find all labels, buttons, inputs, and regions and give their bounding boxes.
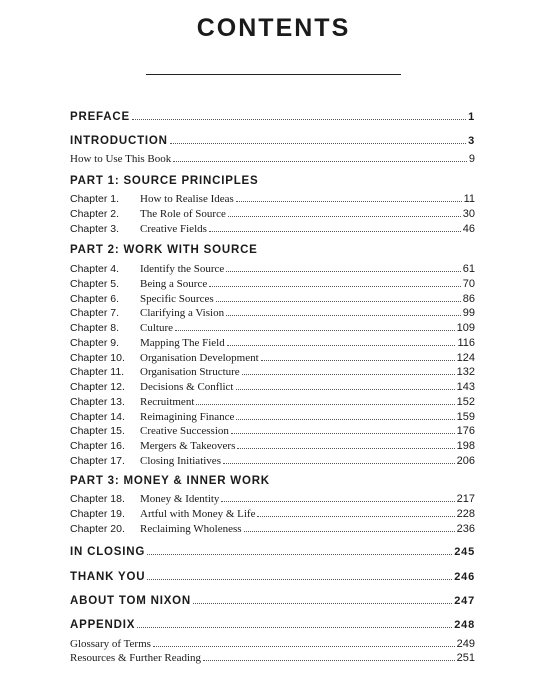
page-number: 249 (456, 638, 475, 650)
dot-leader (147, 570, 452, 580)
chapter-number: Chapter 4. (70, 263, 120, 275)
entry-title: How to Realise Ideas (140, 193, 234, 205)
chapter-number: Chapter 17. (70, 454, 125, 467)
entry-title: THANK YOU (70, 571, 146, 583)
toc-entry-preface (70, 110, 475, 124)
entry-title: Creative Fields (140, 222, 207, 235)
entry-title: Closing Initiatives (140, 454, 221, 467)
toc-entry-appendix (70, 618, 475, 632)
page-number: 61 (462, 263, 475, 275)
page-number: 1 (468, 111, 475, 123)
part-3-heading (70, 474, 475, 488)
toc-entry-thank-you (70, 570, 475, 584)
dot-leader (231, 424, 455, 434)
part-heading-text: PART 3: MONEY & INNER WORK (70, 475, 270, 487)
toc-chapter-10 (70, 351, 475, 365)
entry-title: Clarifying a Vision (140, 307, 225, 320)
dot-leader (203, 651, 455, 661)
dot-leader (236, 192, 462, 202)
toc-chapter-18 (70, 492, 475, 506)
toc-entry-introduction (70, 134, 475, 148)
entry-title: ABOUT TOM NIXON (70, 595, 192, 607)
toc-chapter-16 (70, 439, 475, 453)
page-number: 245 (454, 546, 475, 558)
page-number: 206 (456, 454, 475, 467)
page-number: 247 (454, 595, 475, 607)
page-number: 124 (456, 351, 475, 364)
dot-leader (173, 152, 467, 162)
toc-chapter-5 (70, 277, 475, 291)
page-number: 236 (456, 522, 475, 535)
chapter-number: Chapter 16. (70, 440, 125, 452)
page-number: 198 (456, 440, 475, 452)
part-1-heading (70, 174, 475, 188)
entry-title: How to Use This Book (70, 153, 172, 165)
chapter-number: Chapter 14. (70, 410, 125, 423)
toc-chapter-12 (70, 380, 475, 394)
toc-chapter-9 (70, 336, 475, 350)
chapter-number: Chapter 1. (70, 193, 120, 205)
entry-title: Organisation Structure (140, 366, 240, 379)
chapter-number: Chapter 12. (70, 381, 125, 393)
chapter-number: Chapter 13. (70, 395, 125, 408)
dot-leader (209, 277, 461, 287)
page-number: 159 (456, 410, 475, 423)
entry-title: Organisation Development (140, 351, 259, 364)
chapter-number: Chapter 20. (70, 522, 125, 535)
toc-entry-glossary-of-terms (70, 637, 475, 651)
dot-leader (226, 262, 460, 272)
toc-chapter-17 (70, 454, 475, 468)
toc-entry-how-to-use-this-book (70, 152, 475, 166)
dot-leader (236, 410, 454, 420)
entry-title: Resources & Further Reading (70, 652, 202, 664)
dot-leader (221, 492, 454, 502)
dot-leader (147, 545, 452, 555)
dot-leader (209, 222, 461, 232)
page-number: 248 (454, 619, 475, 631)
dot-leader (223, 454, 455, 464)
entry-title: Mapping The Field (140, 336, 225, 349)
chapter-number: Chapter 11. (70, 366, 125, 379)
entry-title: Culture (140, 322, 173, 334)
toc-chapter-8 (70, 321, 475, 335)
dot-leader (196, 395, 454, 405)
dot-leader (132, 110, 466, 120)
dot-leader (153, 637, 455, 647)
page-number: 143 (456, 381, 475, 393)
page-title: CONTENTS (196, 14, 351, 42)
chapter-number: Chapter 7. (70, 307, 120, 320)
dot-leader (261, 351, 455, 361)
entry-title: Creative Succession (140, 425, 229, 438)
chapter-number: Chapter 10. (70, 351, 125, 364)
page-number: 3 (468, 135, 475, 147)
toc-chapter-4 (70, 262, 475, 276)
dot-leader (137, 618, 452, 628)
page-number: 251 (456, 652, 475, 664)
page-number: 30 (462, 207, 475, 220)
toc-chapter-19 (70, 507, 475, 521)
dot-leader (170, 134, 466, 144)
chapter-number: Chapter 18. (70, 493, 125, 505)
toc-chapter-14 (70, 410, 475, 424)
dot-leader (175, 321, 455, 331)
entry-title: Reimagining Finance (140, 410, 235, 423)
toc-entry-resources-further-reading (70, 651, 475, 665)
chapter-number: Chapter 2. (70, 207, 120, 220)
entry-title: Identify the Source (140, 263, 225, 275)
chapter-number: Chapter 5. (70, 277, 120, 290)
page-number: 9 (468, 153, 475, 165)
chapter-number: Chapter 19. (70, 507, 125, 520)
entry-title: Glossary of Terms (70, 638, 151, 650)
page-number: 228 (456, 507, 475, 520)
chapter-number: Chapter 15. (70, 425, 125, 438)
page-number: 217 (456, 493, 475, 505)
toc-chapter-20 (70, 522, 475, 536)
toc-chapter-7 (70, 306, 475, 320)
page-number: 116 (457, 336, 475, 349)
page-number: 246 (454, 571, 475, 583)
dot-leader (257, 507, 454, 517)
chapter-number: Chapter 3. (70, 222, 120, 235)
toc-chapter-6 (70, 292, 475, 306)
entry-title: The Role of Source (140, 207, 226, 220)
page-number: 132 (456, 366, 475, 379)
entry-title: Being a Source (140, 277, 208, 290)
dot-leader (236, 380, 455, 390)
entry-title: Artful with Money & Life (140, 507, 256, 520)
entry-title: PREFACE (70, 111, 130, 123)
dot-leader (193, 594, 452, 604)
chapter-number: Chapter 6. (70, 292, 120, 305)
dot-leader (227, 336, 456, 346)
dot-leader (244, 522, 455, 532)
page-number: 46 (462, 222, 475, 235)
entry-title: Recruitment (140, 395, 195, 408)
page-number: 70 (462, 277, 475, 290)
entry-title: Mergers & Takeovers (140, 440, 236, 452)
toc-entry-in-closing (70, 545, 475, 559)
page-number: 11 (463, 193, 475, 205)
chapter-number: Chapter 8. (70, 322, 120, 334)
toc-chapter-15 (70, 424, 475, 438)
entry-title: Reclaiming Wholeness (140, 522, 242, 535)
dot-leader (242, 365, 455, 375)
part-heading-text: PART 1: SOURCE PRINCIPLES (70, 175, 259, 187)
toc-chapter-1 (70, 192, 475, 206)
toc-chapter-2 (70, 207, 475, 221)
entry-title: Decisions & Conflict (140, 381, 234, 393)
dot-leader (228, 207, 461, 217)
entry-title: APPENDIX (70, 619, 136, 631)
dot-leader (237, 439, 454, 449)
page-number: 109 (456, 322, 475, 334)
entry-title: IN CLOSING (70, 546, 146, 558)
toc-chapter-11 (70, 365, 475, 379)
toc-chapter-13 (70, 395, 475, 409)
dot-leader (226, 306, 461, 316)
entry-title: INTRODUCTION (70, 135, 168, 147)
toc-chapter-3 (70, 222, 475, 236)
part-heading-text: PART 2: WORK WITH SOURCE (70, 244, 258, 256)
toc-entry-about-tom-nixon (70, 594, 475, 608)
part-2-heading (70, 243, 475, 257)
page-number: 176 (456, 425, 475, 438)
dot-leader (216, 292, 461, 302)
entry-title: Specific Sources (140, 292, 214, 305)
page-number: 86 (462, 292, 475, 305)
entry-title: Money & Identity (140, 493, 220, 505)
page-number: 99 (462, 307, 475, 320)
page-number: 152 (456, 395, 475, 408)
chapter-number: Chapter 9. (70, 336, 120, 349)
